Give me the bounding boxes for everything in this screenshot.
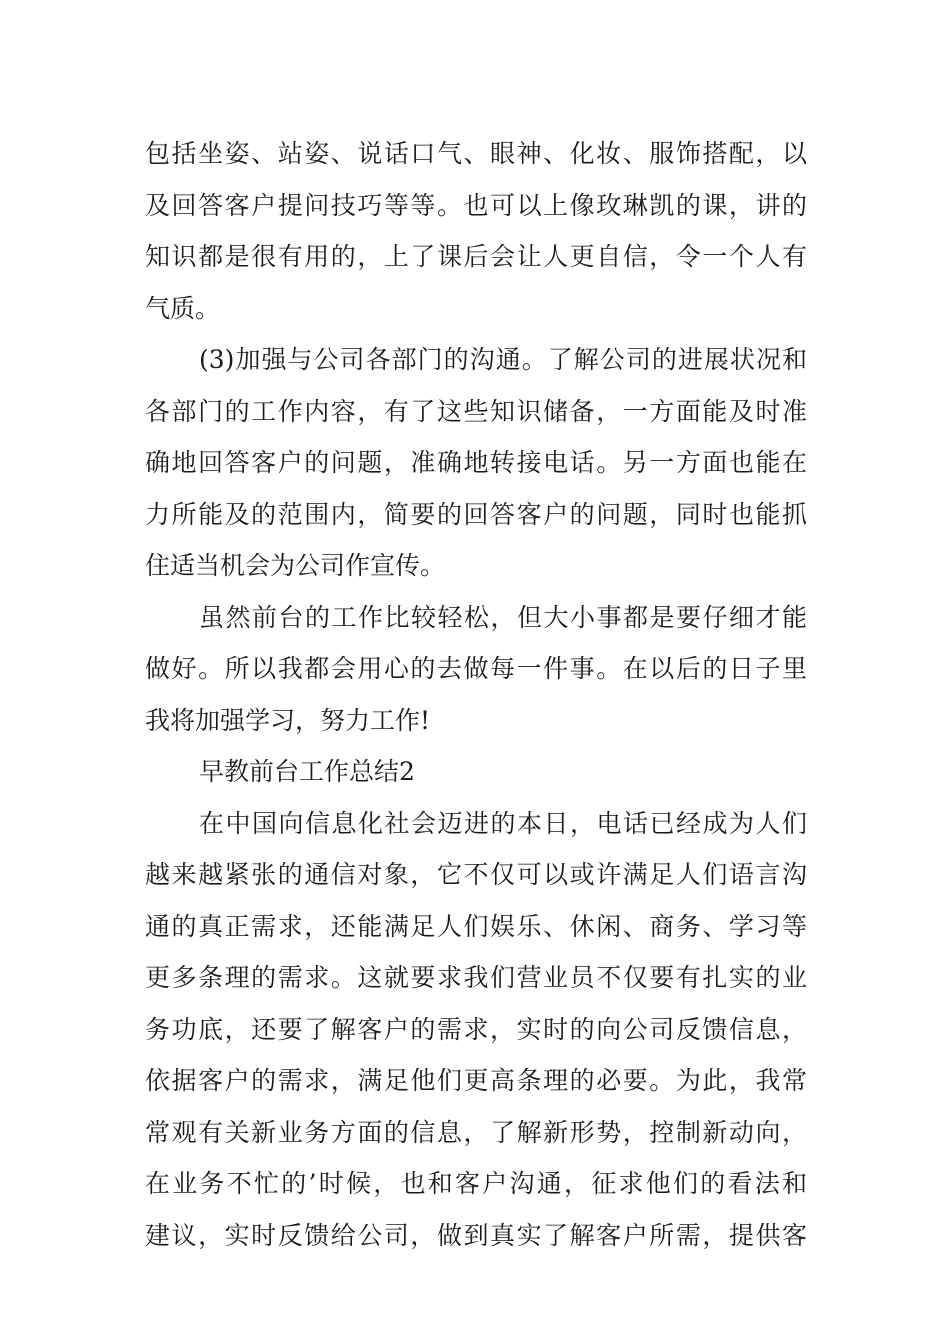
heading-text: 早教前台工作总结2 bbox=[199, 757, 415, 786]
text-line: 我将加强学习，努力工作! bbox=[145, 705, 431, 735]
text-line: 气质。 bbox=[145, 293, 221, 323]
text-line: 各部门的工作内容，有了这些知识储备，一方面能及时准 bbox=[145, 396, 807, 426]
text-line: 做好。所以我都会用心的去做每一件事。在以后的日子里 bbox=[145, 654, 807, 683]
text-line: 包括坐姿、站姿、说话口气、眼神、化妆、服饰搭配，以 bbox=[145, 139, 807, 168]
text-line: 力所能及的范围内，简要的回答客户的问题，同时也能抓 bbox=[145, 499, 807, 529]
paragraph bbox=[145, 128, 807, 334]
text-line: 建议，实时反馈给公司，做到真实了解客户所需，提供客 bbox=[145, 1220, 807, 1250]
paragraph bbox=[145, 592, 807, 747]
text-line: 知识都是很有用的，上了课后会让人更自信，令一个人有 bbox=[145, 242, 807, 271]
paragraph bbox=[145, 798, 807, 1262]
text-line: 及回答客户提问技巧等等。也可以上像玫琳凯的课，讲的 bbox=[145, 190, 807, 220]
text-line: 越来越紧张的通信对象，它不仅可以或许满足人们语言沟 bbox=[145, 860, 807, 889]
text-line: 通的真正需求，还能满足人们娱乐、休闲、商务、学习等 bbox=[145, 911, 807, 941]
text-line: 住适当机会为公司作宣传。 bbox=[145, 551, 446, 580]
text-line: 在中国向信息化社会迈进的本日，电话已经成为人们 bbox=[199, 808, 807, 838]
text-line: 务功底，还要了解客户的需求，实时的向公司反馈信息， bbox=[145, 1014, 807, 1044]
text-line: 确地回答客户的问题，准确地转接电话。另一方面也能在 bbox=[145, 448, 807, 477]
text-line: 在业务不忙的’时候，也和客户沟通，征求他们的看法和 bbox=[145, 1169, 807, 1198]
text-line: 常观有关新业务方面的信息，了解新形势，控制新动向， bbox=[145, 1117, 807, 1147]
text-line: 更多条理的需求。这就要求我们营业员不仅要有扎实的业 bbox=[145, 963, 807, 992]
section-heading bbox=[145, 746, 807, 798]
text-line: 依据客户的需求，满足他们更高条理的必要。为此，我常 bbox=[145, 1066, 807, 1095]
text-line: (3)加强与公司各部门的沟通。了解公司的进展状况和 bbox=[199, 345, 807, 374]
text-line: 虽然前台的工作比较轻松，但大小事都是要仔细才能 bbox=[199, 602, 807, 632]
document-body bbox=[145, 128, 807, 1261]
paragraph bbox=[145, 334, 807, 592]
